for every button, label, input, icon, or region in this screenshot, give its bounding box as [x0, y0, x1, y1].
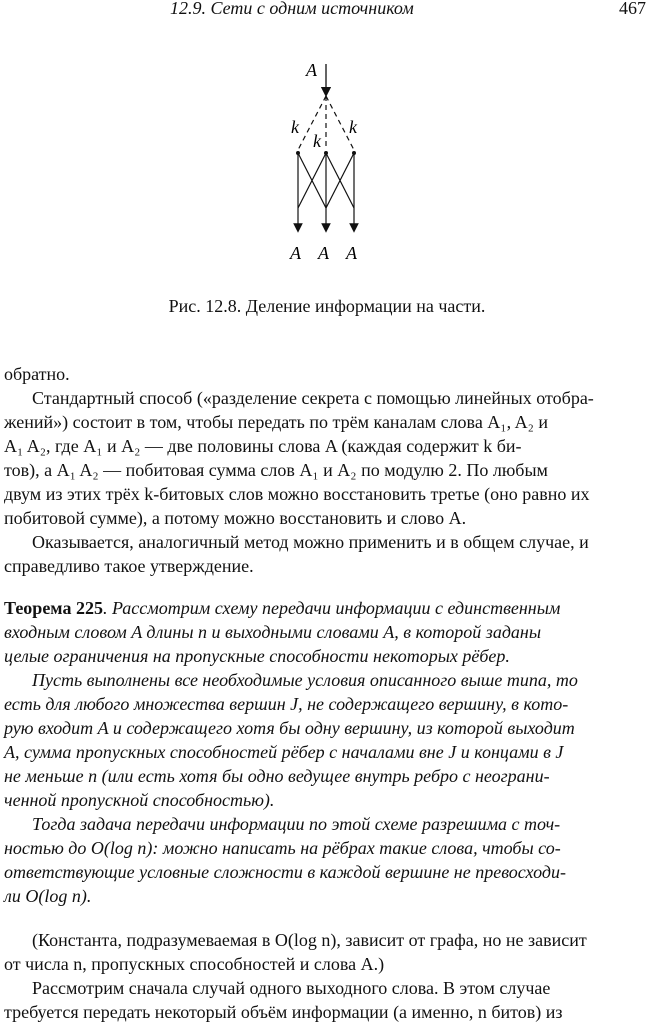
edge-label-middle: k: [313, 131, 321, 151]
output-label-3: A: [346, 243, 357, 263]
edge-label-right: k: [349, 117, 357, 137]
theorem-first-line: [4, 596, 652, 620]
theorem-label: Теорема 225: [4, 598, 103, 618]
theorem-line: целые ограничения на пропускные способности некоторых рёбер.: [4, 646, 510, 666]
after-theorem-text: [4, 928, 652, 1024]
theorem-line: Пусть выполнены все необходимые условия описанного выше типа, то: [32, 670, 578, 690]
paragraph-line: требуется передать некоторый объём информации (а именно, n битов) из: [4, 1002, 563, 1022]
theorem-line: ли O(log n).: [4, 886, 92, 906]
paragraph-line: Оказывается, аналогичный метод можно применить и в общем случае, и: [32, 532, 589, 552]
theorem-line: входным словом A длины n и выходными словами A, в которой заданы: [4, 622, 542, 642]
page-header: [0, 0, 654, 20]
paragraph-line: обратно.: [4, 364, 70, 384]
page-number: 467: [619, 0, 646, 18]
paragraph-line: побитовой сумме), а потому можно восстановить и слово A.: [4, 508, 467, 528]
edge-label-left: k: [291, 117, 299, 137]
output-label-2: A: [318, 243, 329, 263]
paragraph-line: (Константа, подразумеваемая в O(log n), зависит от графа, но не зависит: [32, 930, 587, 950]
body-text: [4, 362, 652, 578]
running-title: 12.9. Сети с одним источником: [170, 0, 414, 18]
paragraph-line: A₁ A₂, где A₁ и A₂ — две половины слова A (каждая содержит k би-: [4, 436, 522, 456]
theorem-line: есть для любого множества вершин J, не содержащего вершину, в кото-: [4, 694, 569, 714]
output-label-1: A: [290, 243, 301, 263]
theorem-block: [4, 596, 652, 908]
paragraph-line: двум из этих трёх k-битовых слов можно восстановить третье (оно равно их: [4, 484, 590, 504]
theorem-line: ответствующие условные сложности в каждой вершине не превосходи-: [4, 862, 566, 882]
theorem-line: ченной пропускной способностью).: [4, 790, 275, 810]
theorem-line: не меньше n (или есть хотя бы одно ведущее внутрь ребро с неограни-: [4, 766, 550, 786]
paragraph-line: Рассмотрим сначала случай одного выходного слова. В этом случае: [32, 978, 551, 998]
paragraph-line: от числа n, пропускных способностей и слова A.): [4, 954, 385, 974]
theorem-line: рую входит A и содержащего хотя бы одну вершину, из которой выходит: [4, 718, 575, 738]
paragraph-line: тов), а A₁ A₂ — побитовая сумма слов A₁ и A₂ по модулю 2. По любым: [4, 460, 548, 480]
paragraph-line: Стандартный способ («разделение секрета с помощью линейных отобра-: [32, 388, 594, 408]
theorem-line: Тогда задача передачи информации по этой схеме разрешима с точ-: [32, 814, 561, 834]
paragraph-line: жений») состоит в том, чтобы передать по трём каналам слова A₁, A₂ и: [4, 412, 548, 432]
theorem-line: ностью до O(log n): можно написать на рёбрах такие слова, чтобы со-: [4, 838, 561, 858]
paragraph-line: справедливо такое утверждение.: [4, 556, 254, 576]
source-label: A: [306, 60, 317, 80]
theorem-line: A, сумма пропускных способностей рёбер с началами вне J и концами в J: [4, 742, 564, 762]
network-diagram: [270, 58, 380, 268]
figure-caption: Рис. 12.8. Деление информации на части.: [168, 296, 486, 316]
dashed-edge-left: [298, 96, 326, 150]
theorem-line: . Рассмотрим схему передачи информации с единственным: [102, 598, 561, 618]
